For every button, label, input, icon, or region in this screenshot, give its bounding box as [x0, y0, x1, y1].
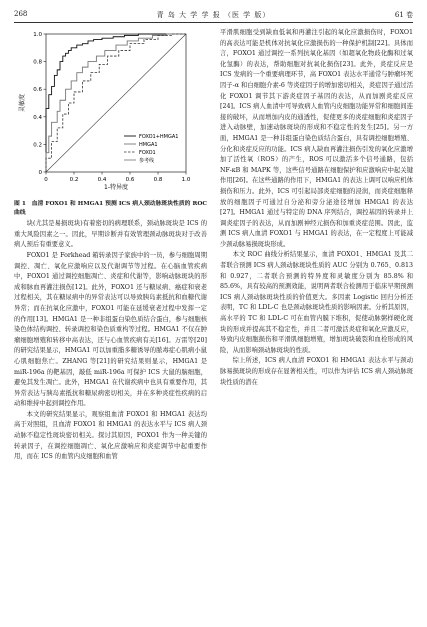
x-tick-label: 0.6: [125, 177, 135, 183]
y-tick-label: 1.0: [33, 32, 42, 38]
x-tick-label: 0.8: [153, 177, 163, 183]
x-tick-label: 0.4: [97, 177, 107, 183]
running-header: [14, 8, 413, 22]
right-column: [220, 28, 413, 388]
roc-figure: [14, 28, 207, 198]
body-paragraph: 平滑肌细胞受到缺血低氧和再灌注引起的氧化应激损伤时，FOXO1 的高表达可能是机体对抗氧化应激损伤的一种保护机制[22]。具体而言，FOXO1 通过调控一系列抗氧化基因（如超氧化物歧化酶和过氧化氢酶）的表达，帮助细胞对抗氧化损伤[23]。此外，炎症反应是 ICS 发病的一个重要病理环节，高 FOXO1 表达水平通常与肿瘤坏死因子-α 和白细胞介素-6 等炎症因子的增加密切相关，炎症因子通过活化 FOXO1 调节其下游炎症因子基因的表达，从而加剧炎症反应[24]。ICS 病人血清中可导致病人血管内皮细胞功能异常和细胞间连接的破坏，从而增加内皮的通透性，促使更多的炎症细胞和炎症因子进入动脉壁，加速动脉斑块的形成和不稳定性的发生[25]。另一方面，HMGA1 是一种非组蛋白染色质结合蛋白，具有调控细胞增殖、分化和炎症反应的功能。ICS 病人缺血再灌注损伤引发的氧化应激增加了活性氧（ROS）的产生，ROS 可以激活多个信号通路，包括 NF-κB 和 MAPK 等，这些信号通路在细胞保护和应激响应中起关键作用[26]。在这些通路的作用下，HMGA1 的表达上调可以响应机体损伤和压力。此外，ICS 可引起局部炎症细胞的浸润，而炎症细胞释放的细胞因子可通过自分泌和旁分泌途径增加 HMGA1 的表达[27]。HMGA1 通过与特定的 DNA 序列结合，调控基因的转录并上调炎症因子的表达，从而加剧神经元损伤和加重炎症范围。因此，监测 ICS 病人血清 FOXO1 与 HMGA1 的表达，在一定程度上可能减少颈动脉易损斑块形成。: [220, 29, 413, 248]
legend-label: HMGA1: [139, 142, 158, 148]
volume-label: 61 卷: [394, 11, 413, 19]
roc-series-line: [46, 34, 186, 172]
y-tick-label: 0.6: [33, 87, 42, 94]
body-paragraph: FOXO1 是 Forkhead 箱转录因子家族中的一员，参与细胞周期调控、凋亡、氧化应激响应以及代谢调节等过程。在心脑血管疾病中，FOXO1 通过调控细胞凋亡、炎症和代谢等，影响动脉斑块的形成和脉血再灌注损伤[12]。此外，FOXO1 还与糖尿病、癌症和衰老过程相关，其在糖尿病中的异常表达可以导致胰岛素抵抗和血糖代谢异常；而在抗氧化应激中，FOXO1 可能在延缓衰老过程中发挥一定的作用[13]。HMGA1 是一种非组蛋白染色质结合蛋白，参与细胞核染色体结构调控、转录调控和染色质重构等过程。HMGA1 不仅在肿瘤细胞增殖和转移中高表达，还与心血管疾病有关[16]。万雷等[20]的研究结果显示，HMGA1 可以加重脂多糖诱导的脓毒症心肌病小鼠心肌细胞焦亡。ZHANG 等[21]的研究结果则显示，HMGA1 是 miR-196a 的靶基因，敲低 miR-196a 可保护 ICS 大鼠的脑细胞，避免其发生凋亡。此外，HMGA1 在代谢疾病中也具有重要作用，其异常表达与胰岛素抵抗和糖尿病密切相关，并在多种炎症性疾病的启动和维持中起到调控作用。: [14, 251, 207, 408]
roc-chart: [14, 28, 207, 198]
y-tick-label: 0.4: [33, 114, 42, 121]
y-tick-label: 0: [38, 170, 42, 176]
y-tick-label: 0.2: [33, 142, 42, 149]
left-column: [14, 28, 207, 463]
body-paragraph: 综上所述，ICS 病人血清 FOXO1 和 HMGA1 表达水平与颈动脉易损斑块的形成存在显著相关性，可以作为评估 ICS 病人颈动脉斑块性质的潜在: [220, 357, 413, 386]
body-paragraph: 块(尤其是易损斑块)有着密切的病理联系，颈动脉斑块是 ICS 的重大风险因素之一。因此，早期诊断并有效管理颈动脉斑块对于改善病人预后有重要意义。: [14, 220, 207, 249]
y-axis-label: 灵敏度: [19, 93, 26, 113]
x-tick-label: 0: [44, 177, 48, 183]
body-paragraph: 本文 ROC 曲线分析结果显示，血清 FOXO1、HMGA1 及其二者联合预测 ICS 病人颈动脉斑块性质的 AUC 分别为 0.765、0.813 和 0.927，二者联合预测的特异度和灵敏度分别为 85.8% 和 85.6%，具有较高的预测效能，说明两者联合检测用于临床早期预测 ICS 病人颈动脉斑块性质的价值更大。多因素 Logistic 回归分析还表明，TC 和 LDL-C 也是颈动脉斑块性质的影响因素。分析其原因，高水平的 TC 和 LDL-C 可在血管内膜下堆积，促使动脉粥样硬化斑块的形成并提高其不稳定性，并且二者可激活炎症和氧化应激反应，导致内皮细胞损伤和平滑肌细胞增殖，增加斑块破裂和血栓形成的风险，从而影响颈动脉斑块的性质。: [220, 251, 413, 354]
x-axis-label: 1-特异度: [104, 184, 128, 191]
journal-title: 青 岛 大 学 学 报 （医 学 版）: [156, 11, 271, 19]
body-paragraph: 本文的研究结果显示，观察组血清 FOXO1 和 HMGA1 表达均高于对照组，且血清 FOXO1 和 HMGA1 的表达水平与 ICS 病人颈动脉不稳定性斑块密切相关。探讨其原因，FOXO1 作为一种关键的转录因子，在调控细胞凋亡、氧化应激响应和炎症调节中起重要作用，而在 ICS 的血管内皮细胞和血管: [14, 410, 207, 461]
figure-caption: 图 1 血清 FOXO1 和 HMGA1 预测 ICS 病人颈动脉斑块性质的 ROC 曲线: [14, 201, 207, 216]
page-number: 268: [14, 10, 28, 18]
legend-label: FOXO1: [139, 150, 156, 156]
x-tick-label: 1.0: [181, 177, 191, 183]
x-tick-label: 0.2: [69, 177, 79, 183]
y-tick-label: 0.8: [33, 59, 42, 66]
header-rule: [14, 22, 413, 23]
legend-label: 参考线: [139, 158, 155, 164]
legend-label: FOXO1+HMGA1: [139, 134, 179, 140]
